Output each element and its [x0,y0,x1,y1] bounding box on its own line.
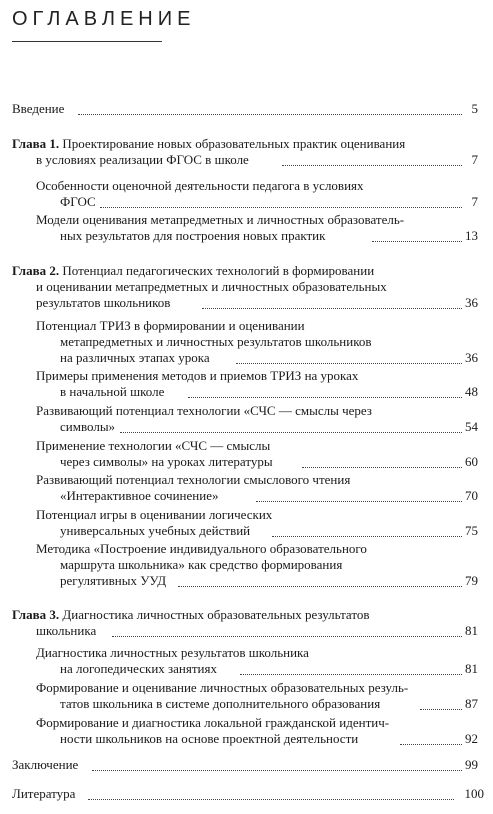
toc-subentry[interactable]: Применение технологии «СЧС — смыслы [36,438,271,453]
page-number: 100 [464,786,484,801]
toc-chapter-2[interactable] [12,263,374,278]
toc-subentry-line: татов школьника в системе дополнительного образования [60,696,381,711]
page-number: 60 [465,454,478,469]
page-number: 13 [465,228,478,243]
page-number: 54 [465,419,478,434]
page-number: 81 [465,623,478,638]
page-number: 5 [471,101,478,116]
chapter-title-line: в условиях реализации ФГОС в школе [36,152,249,167]
chapter-title-line: и оценивании метапредметных и личностных образовательных [36,279,387,294]
leader-dots [120,432,462,433]
page-number: 79 [465,573,478,588]
page-number: 70 [465,488,478,503]
leader-dots [282,165,462,166]
toc-subentry-line: «Интерактивное сочинение» [60,488,219,503]
leader-dots [92,770,462,771]
toc-title: ОГЛАВЛЕНИЕ [12,8,196,30]
toc-chapter-3[interactable] [12,607,370,622]
page-number: 7 [471,194,478,209]
toc-subentry[interactable]: Примеры применения методов и приемов ТРИЗ на уроках [36,368,359,383]
toc-subentry-line: символы» [60,419,116,434]
toc-subentry[interactable]: Модели оценивания метапредметных и личностных образователь- [36,212,405,227]
chapter-title-line: школьника [36,623,97,638]
toc-subentry[interactable]: Формирование и оценивание личностных образовательных резуль- [36,680,409,695]
chapter-title-line: результатов школьников [36,295,171,310]
toc-subentry[interactable]: Диагностика личностных результатов школьника [36,645,309,660]
toc-subentry[interactable]: Особенности оценочной деятельности педагога в условиях [36,178,364,193]
toc-subentry-line: в начальной школе [60,384,165,399]
toc-subentry-line: на логопедических занятиях [60,661,217,676]
chapter-prefix: Глава 2. [12,263,60,278]
toc-subentry-line: универсальных учебных действий [60,523,251,538]
chapter-title-line: Диагностика личностных образовательных результатов [62,607,370,622]
toc-subentry[interactable]: Формирование и диагностика локальной гражданской идентич- [36,715,390,730]
page-number: 36 [465,295,478,310]
page-number: 92 [465,731,478,746]
toc-subentry-line: ФГОС [60,194,96,209]
page-number: 87 [465,696,478,711]
leader-dots [256,501,462,502]
leader-dots [178,586,462,587]
toc-subentry-line: метапредметных и личностных результатов школьников [60,334,372,349]
page-number: 7 [471,152,478,167]
toc-subentry-line: маршрута школьника» как средство формирования [60,557,343,572]
toc-subentry-line: ности школьников на основе проектной деятельности [60,731,359,746]
chapter-title-line: Проектирование новых образовательных практик оценивания [62,136,406,151]
toc-entry-literature[interactable]: Литература [12,786,76,801]
page-number: 36 [465,350,478,365]
page-number: 48 [465,384,478,399]
toc-entry-conclusion[interactable]: Заключение [12,757,79,772]
page-number: 81 [465,661,478,676]
toc-subentry[interactable]: Потенциал игры в оценивании логических [36,507,273,522]
toc-chapter-1[interactable] [12,136,405,151]
chapter-prefix: Глава 3. [12,607,60,622]
toc-subentry[interactable]: Развивающий потенциал технологии смыслового чтения [36,472,351,487]
chapter-prefix: Глава 1. [12,136,60,151]
toc-subentry[interactable]: Потенциал ТРИЗ в формировании и оценивании [36,318,305,333]
toc-subentry-line: через символы» на уроках литературы [60,454,273,469]
toc-subentry-line: на различных этапах урока [60,350,210,365]
toc-entry-intro[interactable]: Введение [12,101,65,116]
toc-subentry-line: регулятивных УУД [60,573,167,588]
leader-dots [100,207,462,208]
toc-subentry-line: ных результатов для построения новых практик [60,228,326,243]
leader-dots [88,799,454,800]
leader-dots [302,467,462,468]
leader-dots [188,397,462,398]
toc-subentry[interactable]: Развивающий потенциал технологии «СЧС — смыслы через [36,403,372,418]
leader-dots [236,363,462,364]
leader-dots [112,636,462,637]
toc-subentry[interactable]: Методика «Построение индивидуального образовательного [36,541,367,556]
leader-dots [78,114,462,115]
page-number: 99 [465,757,478,772]
chapter-title-line: Потенциал педагогических технологий в формировании [62,263,375,278]
leader-dots [202,308,462,309]
leader-dots [272,536,462,537]
page-number: 75 [465,523,478,538]
leader-dots [240,674,462,675]
title-underline [12,41,162,42]
